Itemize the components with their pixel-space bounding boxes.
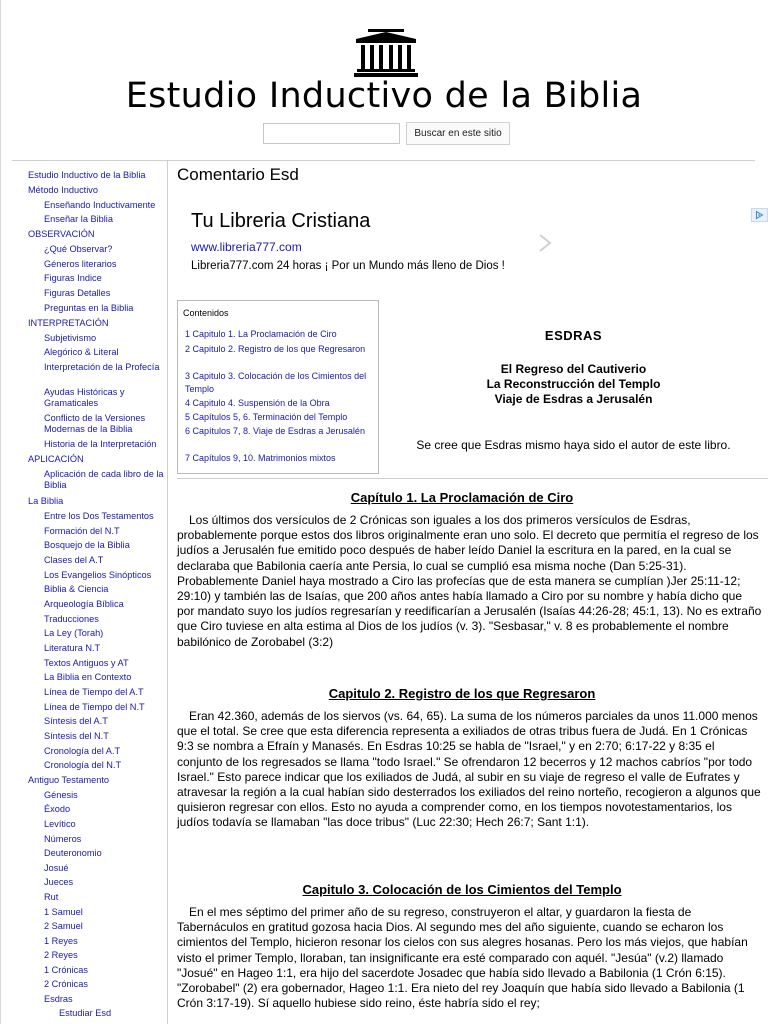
chapter-text [177, 905, 762, 1011]
sidebar-item[interactable]: Éxodo [44, 804, 71, 814]
sidebar-item[interactable]: Preguntas en la Biblia [44, 303, 134, 313]
ad-banner[interactable] [177, 198, 768, 290]
sidebar-item[interactable]: Enseñar la Biblia [44, 214, 113, 224]
sidebar-item[interactable]: Ayudas Históricas y Gramaticales [44, 387, 125, 408]
sidebar-item[interactable]: Método Inductivo [28, 185, 98, 195]
sidebar-item[interactable]: Estudiar Esd [59, 1008, 112, 1018]
ad-title[interactable]: Tu Libreria Cristiana [191, 210, 371, 232]
ad-url[interactable]: www.libreria777.com [191, 240, 302, 254]
sidebar-item[interactable]: OBSERVACIÓN [28, 229, 95, 239]
chapter-text [177, 513, 762, 650]
chapter-text [177, 709, 762, 831]
chapter-paragraph: Los últimos dos versículos de 2 Crónicas son iguales a los dos primeros versículos de Esdras, probablemente porque estos dos libros originalmente eran uno solo. El decreto que permitía el regreso de los judíos a Jerusalén fue emitido poco después de haber leído Daniel la escritura en la pared, en la cual se declaraba que Babilonia caería ante Persia, lo cual se cumplió esa misma noche (Dan 5:25-31). Probablemente Daniel haya mostrado a Ciro las profecías que de esta manera se cumplían )Jer 25:11-12; 29:10) y también las de Isaías, que 200 años antes había llamado a Ciro por su nombre y había dicho que por mandato suyo los judíos regresarían y reedificarían a Jerusalén (Isaías 44:26-28; 45:1, 13). No es extraño que Ciro tuviese en alta estima al Dios de los judíos (v. 3). "Sesbasar," v. 8 es probablemente el nombre babilónico de Zorobabel (3:2) [177, 513, 762, 649]
toc-link[interactable]: 1 Capitulo 1. La Proclamación de Ciro [185, 329, 337, 339]
sidebar-item[interactable]: ¿Qué Observar? [44, 244, 113, 254]
sidebar-item[interactable]: 2 Reyes [44, 950, 78, 960]
sidebar-item[interactable]: Arqueología Bíblica [44, 599, 124, 609]
toc-title: Contenidos [183, 308, 229, 318]
sidebar-item[interactable]: Josué [44, 863, 69, 873]
site-title: Estudio Inductivo de la Biblia [125, 76, 643, 116]
temple-logo-icon [354, 29, 418, 77]
sidebar-item[interactable]: Cronología del A.T [44, 746, 121, 756]
toc-link[interactable]: 4 Capitulo 4. Suspensión de la Obra [185, 398, 330, 408]
sidebar-item[interactable]: Alegórico & Literal [44, 347, 119, 357]
book-subtitle: La Reconstrucción del Templo [486, 377, 661, 391]
toc-link[interactable]: 6 Capítulos 7, 8. Viaje de Esdras a Jerusalén [185, 426, 365, 436]
sidebar-item[interactable]: Antiguo Testamento [28, 775, 110, 785]
content-divider [177, 478, 768, 479]
sidebar-item[interactable]: Bosquejo de la Biblia [44, 540, 130, 550]
sidebar-item[interactable]: 1 Crónicas [44, 965, 88, 975]
sidebar-item[interactable]: Interpretación de la Profecía [44, 362, 160, 372]
toc-link[interactable]: 3 Capitulo 3. Colocación de los Cimientos del Templo [185, 371, 367, 395]
chevron-right-icon[interactable] [538, 234, 552, 252]
sidebar-item[interactable]: Aplicación de cada libro de la Biblia [44, 469, 164, 490]
sidebar-item[interactable]: 1 Samuel [44, 907, 83, 917]
chapter-heading: Capitulo 3. Colocación de los Cimientos del Templo [302, 882, 622, 897]
sidebar-item[interactable]: Formación del N.T [44, 526, 120, 536]
toc-link[interactable]: 5 Capítulos 5, 6. Terminación del Templo [185, 412, 348, 422]
toc-link[interactable]: 2 Capitulo 2. Registro de los que Regresaron [185, 344, 366, 354]
ad-text: Libreria777.com 24 horas ¡ Por un Mundo más lleno de Dios ! [191, 260, 505, 272]
sidebar-item[interactable]: Clases del A.T [44, 555, 104, 565]
sidebar-item[interactable]: La Biblia [28, 496, 64, 506]
sidebar-item[interactable]: Rut [44, 892, 59, 902]
sidebar-item[interactable]: Números [44, 834, 82, 844]
sidebar-item[interactable]: Biblia & Ciencia [44, 584, 109, 594]
sidebar-item[interactable]: Géneros literarios [44, 259, 117, 269]
page-title: Comentario Esd [177, 165, 299, 184]
sidebar-item[interactable]: Línea de Tiempo del A.T [44, 687, 144, 697]
book-subtitle: El Regreso del Cautiverio [500, 362, 647, 376]
table-of-contents [177, 300, 379, 474]
sidebar-item[interactable]: 1 Reyes [44, 936, 78, 946]
sidebar-item[interactable]: La Ley (Torah) [44, 628, 104, 638]
sidebar-item[interactable]: La Biblia en Contexto [44, 672, 132, 682]
toc-link[interactable]: 7 Capítulos 9, 10. Matrimonios mixtos [185, 453, 336, 463]
sidebar-item[interactable]: Conflicto de la Versiones Modernas de la Biblia [44, 413, 146, 434]
sidebar-item[interactable]: Enseñando Inductivamente [44, 200, 156, 210]
book-name: ESDRAS [544, 328, 603, 343]
sidebar-item[interactable]: Génesis [44, 790, 78, 800]
search-button[interactable]: Buscar en este sitio [406, 122, 510, 145]
sidebar-item[interactable]: Figuras Indice [44, 273, 102, 283]
search-input[interactable] [263, 123, 400, 144]
sidebar-item[interactable]: Síntesis del A.T [44, 716, 108, 726]
sidebar-item[interactable]: Subjetivismo [44, 333, 97, 343]
adchoices-icon[interactable] [751, 208, 768, 222]
sidebar-item[interactable]: Deuteronomio [44, 848, 102, 858]
sidebar-item[interactable]: Los Evangelios Sinópticos [44, 570, 152, 580]
sidebar-item[interactable]: Literatura N.T [44, 643, 101, 653]
sidebar-item[interactable]: Levítico [44, 819, 76, 829]
sidebar-item[interactable]: 2 Crónicas [44, 979, 88, 989]
sidebar-item[interactable]: Cronología del N.T [44, 760, 122, 770]
sidebar-item[interactable]: Textos Antiguos y AT [44, 658, 129, 668]
sidebar-item[interactable]: Síntesis del N.T [44, 731, 109, 741]
book-subtitle: Viaje de Esdras a Jerusalén [494, 392, 653, 406]
sidebar-item[interactable]: Línea de Tiempo del N.T [44, 702, 145, 712]
sidebar-item[interactable]: Traducciones [44, 614, 99, 624]
sidebar-item[interactable]: INTERPRETACIÓN [28, 318, 109, 328]
chapter-paragraph: En el mes séptimo del primer año de su regreso, construyeron el altar, y guardaron la fiesta de Tabernáculos en gratitud gozosa hacia Dios. Al segundo mes del año siguiente, cuando se echaron los cimientos del Templo, hicieron resonar los cielos con sus alegres hosanas. Pero los más viejos, que habían visto el primer Templo, lloraban, tan insignificante era esté comparado con aquél. "Jesúa" (v.2) llamado "Josué" en Hageo 1:1, era hijo del sacerdote Josadec que había sido llevado a Babilonia (1 Crón 6:15). "Zorobabel" (2) era gobernador, Hageo 1:1. Era nieto del rey Joaquín que había sido llevado a Babilonia (1 Crón 3:17-19). Sí aquello hubiese sido reino, éste habría sido el rey; [177, 905, 748, 1011]
sidebar-item[interactable]: Historia de la Interpretación [44, 439, 157, 449]
sidebar-item[interactable]: Figuras Detalles [44, 288, 111, 298]
sidebar-item[interactable]: Entre los Dos Testamentos [44, 511, 154, 521]
author-note: Se cree que Esdras mismo haya sido el autor de este libro. [416, 438, 731, 452]
sidebar-item[interactable]: Estudio Inductivo de la Biblia [28, 170, 146, 180]
chapter-heading: Capítulo 1. La Proclamación de Ciro [350, 490, 574, 505]
sidebar-item[interactable]: Jueces [44, 877, 74, 887]
sidebar-item[interactable]: Esdras [44, 994, 73, 1004]
chapter-paragraph: Eran 42.360, además de los siervos (vs. 64, 65). La suma de los números parciales da unos 11.000 menos que el total. Se cree que esta diferencia representa a exiliados de otras tribus fuera de Judá. En 1 Crónicas 9:3 se nombra a Efraín y Manasés. En Esdras 10:25 se habla de "Israel," y en 2:70; 6:17-22 y 8:35 el conjunto de los regresados se llama "todo Israel." Se ofrendaron 12 becerros y 12 machos cabríos "por todo Israel." Esto parece indicar que los exiliados de Judá, al subir en su viaje de regreso el valle de Eufrates y atravesar la región a la cual habían sido desterrados los exiliados del reino norteño, recogieron a algunos que quisieron regresar con ellos. Esto no ayuda a comprender como, en los tiempos novotestamentarios, los judíos todavía se llamaban "las doce tribus" (Luc 22:30; Hech 26:7; Sant 1:1). [177, 709, 761, 830]
sidebar-item[interactable]: 2 Samuel [44, 921, 83, 931]
sidebar-item[interactable]: APLICACIÓN [28, 454, 84, 464]
sidebar-nav [12, 160, 168, 1024]
chapter-heading: Capitulo 2. Registro de los que Regresaron [328, 686, 596, 701]
